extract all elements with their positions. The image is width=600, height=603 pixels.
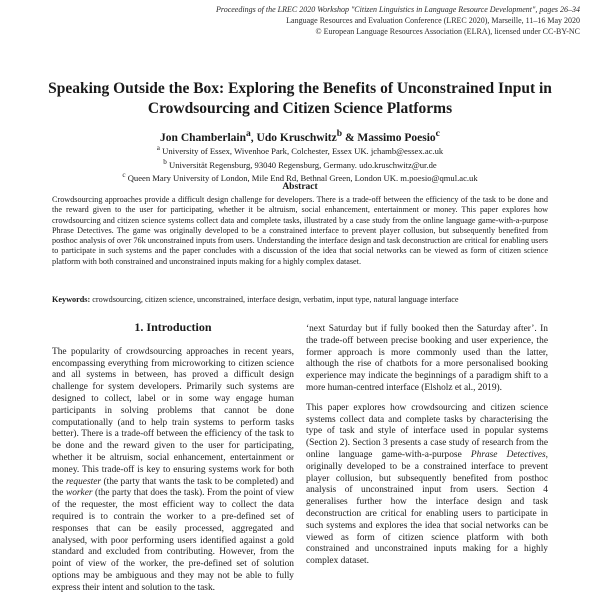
author-separator: , [250, 131, 257, 144]
author-name: Jon Chamberlain [160, 131, 246, 144]
affiliation [0, 157, 600, 171]
paragraph: ‘next Saturday but if fully booked then the Saturday after’. In the trade-off between precise booking and user experience, the former approach is more commonly used than the latter, although the rise of chatbots for a more personalised booking experience may indicate the beginnings of a paradigm shift to a more human-centred interface (Elsholz et al., 2019). [306, 324, 548, 393]
paragraph-text: This paper explores how crowdsourcing and citizen science systems collect data and complete tasks by characterising the type of task and style of interface used in popular systems (Section 2). Section 3 presents a case study of research from the online language game-with-a-purpose [306, 402, 548, 460]
author-name: Udo Kruschwitz [256, 131, 337, 144]
section-heading: 1. Introduction [134, 320, 212, 334]
author-superscript: b [336, 128, 343, 139]
right-column [306, 324, 548, 576]
affiliation-marker: b [163, 157, 167, 166]
paragraph [306, 403, 548, 568]
paragraph-text: , originally developed to be a constrained interface to prevent player collusion, but subsequently benefited from posthoc analysis of unconstrained input from users. Section 4 generalises further how the interface design and task deconstruction are critical for enabling users to participate in such systems and explores the idea that social networks can be viewed as form of citizen science platform with both constrained and unconstrained inputs making for a highly complex dataset. [306, 449, 548, 567]
paper-title [40, 79, 560, 119]
title-line-2: Crowdsourcing and Citizen Science Platforms [147, 100, 453, 117]
affiliations [0, 143, 600, 184]
author-superscript: a [246, 128, 251, 139]
emphasis-text: worker [65, 488, 93, 499]
keywords [52, 295, 548, 305]
proceedings-header [216, 4, 580, 37]
keywords-text: crowdsourcing, citizen science, unconstrained, interface design, verbatim, input type, natural language interface [90, 295, 459, 304]
header-line-2: Language Resources and Evaluation Conference (LREC 2020), Marseille, 11–16 May 2020 [286, 16, 580, 25]
abstract-text: Crowdsourcing approaches provide a difficult design challenge for developers. There is a trade-off between the efficiency of the task to be done and the reward given to the user for participating, whether it be altruism, social enhancement, entertainment or money. This paper explores how crowdsourcing and citizen science systems collect data and complete tasks, illustrated by a case study from the online language game-with-a-purpose Phrase Detectives. The game was originally developed to be a constrained interface to prevent player collusion, but subsequently benefited from posthoc analysis of over 76k unconstrained inputs from users. Understanding the interface design and task deconstruction are critical for enabling users to participate in such systems and the paper concludes with a discussion of the idea that social networks can be viewed as form of citizen science platform with both constrained and unconstrained inputs making for a highly complex dataset. [52, 195, 548, 266]
paragraph-text: (the party that wants the task to be completed) and the [52, 476, 294, 499]
affiliation [0, 143, 600, 157]
affiliation-marker: c [122, 171, 126, 180]
page-edge [0, 594, 600, 600]
keywords-label: Keywords: [52, 295, 91, 304]
emphasis-text: Phrase Detectives [470, 449, 546, 460]
left-column [52, 322, 294, 603]
paragraph-text: The popularity of crowdsourcing approaches in recent years, encompassing everything from microworking to citizen science and all systems in between, has proved a difficult design challenge for system developers. Primarily such systems are designed to collect, label or in some way engage human participants in solving problems that cannot be done computationally (and to help train systems to perform tasks better). There is a trade-off between the efficiency of the task to be done and the reward given to the user for participating, whether it be altruism, social enhancement, entertainment or money. This trade-off is key to ensuring systems work for both the [52, 346, 294, 487]
paragraph [52, 347, 294, 595]
affiliation-text: Universität Regensburg, 93040 Regensburg, Germany. udo.kruschwitz@ur.de [169, 159, 437, 170]
emphasis-text: requester [65, 476, 102, 487]
header-line-3: © European Language Resources Association (ELRA), licensed under CC-BY-NC [315, 27, 580, 36]
paragraph-text: (the party that does the task). From the point of view of the requester, the most efficient way to collect the data required is to contrain the worker to a pre-defined set of responses that can be easily processed, aggregated and analysed, with poor performing users identified against a gold standard and excluded from contributing. However, from the point of view of the worker, the pre-defined set of solution options may be ambiguous and they may not be able to fully express their intent and solution to the task. [52, 488, 294, 593]
title-line-1: Speaking Outside the Box: Exploring the Benefits of Unconstrained Input in [48, 80, 552, 97]
header-line-1: Proceedings of the LREC 2020 Workshop "Citizen Linguistics in Language Resource Development", pages 26–34 [215, 5, 580, 14]
abstract-heading: Abstract [282, 182, 318, 192]
affiliation-text: University of Essex, Wivenhoe Park, Colchester, Essex UK. jchamb@essex.ac.uk [162, 145, 444, 156]
author-superscript: c [435, 128, 440, 139]
affiliation-text: Queen Mary University of London, Mile End Rd, Bethnal Green, London UK. m.poesio@qmul.ac.uk [127, 172, 478, 183]
affiliation-marker: a [156, 144, 160, 152]
author-name: Massimo Poesio [357, 131, 436, 144]
author-separator: & [342, 131, 358, 144]
